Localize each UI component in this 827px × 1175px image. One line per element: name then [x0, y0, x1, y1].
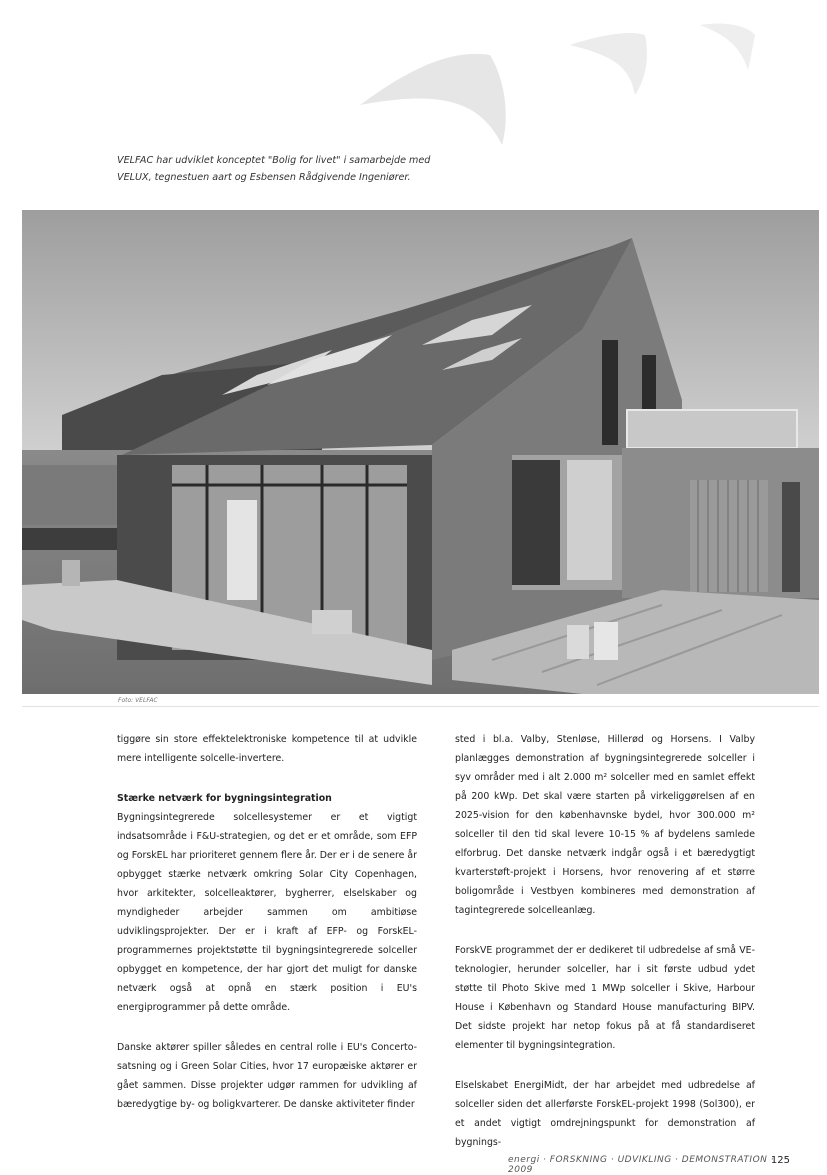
planter-3: [567, 625, 589, 659]
hedge: [22, 528, 122, 550]
balcony-glass: [627, 410, 797, 448]
running-head: energi · FORSKNING · UDVIKLING · DEMONSTRATION · 2009: [508, 1155, 775, 1175]
swirl-middle: [570, 33, 647, 95]
photo-credit: Foto: VELFAC: [118, 697, 158, 704]
planter-1: [62, 560, 80, 586]
right-paragraph-1: sted i bl.a. Valby, Stenløse, Hillerød og Horsens. I Valby planlægges demonstration af bygningsintegrerede solceller i syv områder med i alt 2.000 m² solceller med en samlet effekt på 200 kWp. Det skal være starten på virkeliggørelsen af en 2025-vision for den københavnske bydel, hvor 300.000 m² solceller til den tid skal levere 10-15 % af bydelens samlede elforbrug. Det danske netværk indgår også i et bæredygtigt kvarterstøft-projekt i Horsens, hvor renovering af et større boligområde i Vestbyen kombineres med demonstration af tagintegrerede solcelleanlæg.: [455, 734, 755, 916]
house-illustration: [22, 210, 819, 694]
interior-stair: [227, 500, 257, 600]
left-paragraph-2: Bygningsintegrerede solcellesystemer er et vigtigt indsatsområde i F&U-strategien, og det er et område, som EFP og ForskEL har prioriteret gennem flere år. Der er i de senere år opbygget stærke netværk omkring Solar City Copenhagen, hvor arkitekter, solcelleaktører, bygherrer, elselskaber og myndigheder arbejder sammen om ambitiøse udviklingsprojekter. Der er i kraft af EFP- og ForskEL-programmernes projektstøtte til bygningsintegrerede solceller opbygget en kompetence, der har gjort det muligt for danske netværk også at opnå en stærk position i EU's energiprogrammer på dette område.: [117, 812, 417, 1013]
right-paragraph-3: Elselskabet EnergiMidt, der har arbejdet med udbredelse af solceller siden det allerførste ForskEL-projekt 1998 (Sol300), er et andet vigtigt omdrejningspunkt for demonstration af bygnings-: [455, 1080, 755, 1148]
logo-swirl-graphic: [360, 20, 760, 150]
left-paragraph-1: tiggøre sin store effektelektroniske kompetence til at udvikle mere intelligente solcelle-invertere.: [117, 734, 417, 764]
caption-line-1: VELFAC har udviklet konceptet "Bolig for livet" i samarbejde med: [117, 155, 431, 166]
middle-window: [512, 460, 560, 585]
section-heading: Stærke netværk for bygningsintegration: [117, 793, 332, 804]
field-strip: [22, 465, 132, 525]
caption-line-2: VELUX, tegnestuen aart og Esbensen Rådgivende Ingeniører.: [117, 172, 411, 183]
middle-panel: [567, 460, 612, 580]
article-column-right: [455, 730, 755, 1152]
swirl-right: [700, 23, 755, 70]
left-paragraph-3: Danske aktører spiller således en central rolle i EU's Concerto-satsning og i Green Solar Cities, hvor 17 europæiske aktører er gået sammen. Disse projekter udgør rammen for udvikling af bæredygtige by- og boligkvarterer. De danske aktiviteter finder: [117, 1042, 417, 1110]
planter-4: [594, 622, 618, 660]
house-photo: [22, 210, 819, 694]
planter-2: [312, 610, 352, 634]
page-number: 125: [770, 1155, 790, 1166]
article-column-left: [117, 730, 417, 1114]
slatted-screen: [690, 480, 768, 592]
swirl-left: [360, 54, 506, 145]
photo-caption: [117, 152, 437, 186]
right-paragraph-2: ForskVE programmet der er dedikeret til udbredelse af små VE-teknologier, herunder solceller, har i sit første udbud ydet støtte til Photo Skive med 1 MWp solceller i Skive, Harbour House i København og Standard House manufacturing BIPV. Det sidste projekt har netop fokus på at få standardiseret elementer til bygningsintegration.: [455, 945, 755, 1051]
divider-rule: [22, 706, 819, 707]
gable-window-1: [602, 340, 618, 445]
side-door: [782, 482, 800, 592]
